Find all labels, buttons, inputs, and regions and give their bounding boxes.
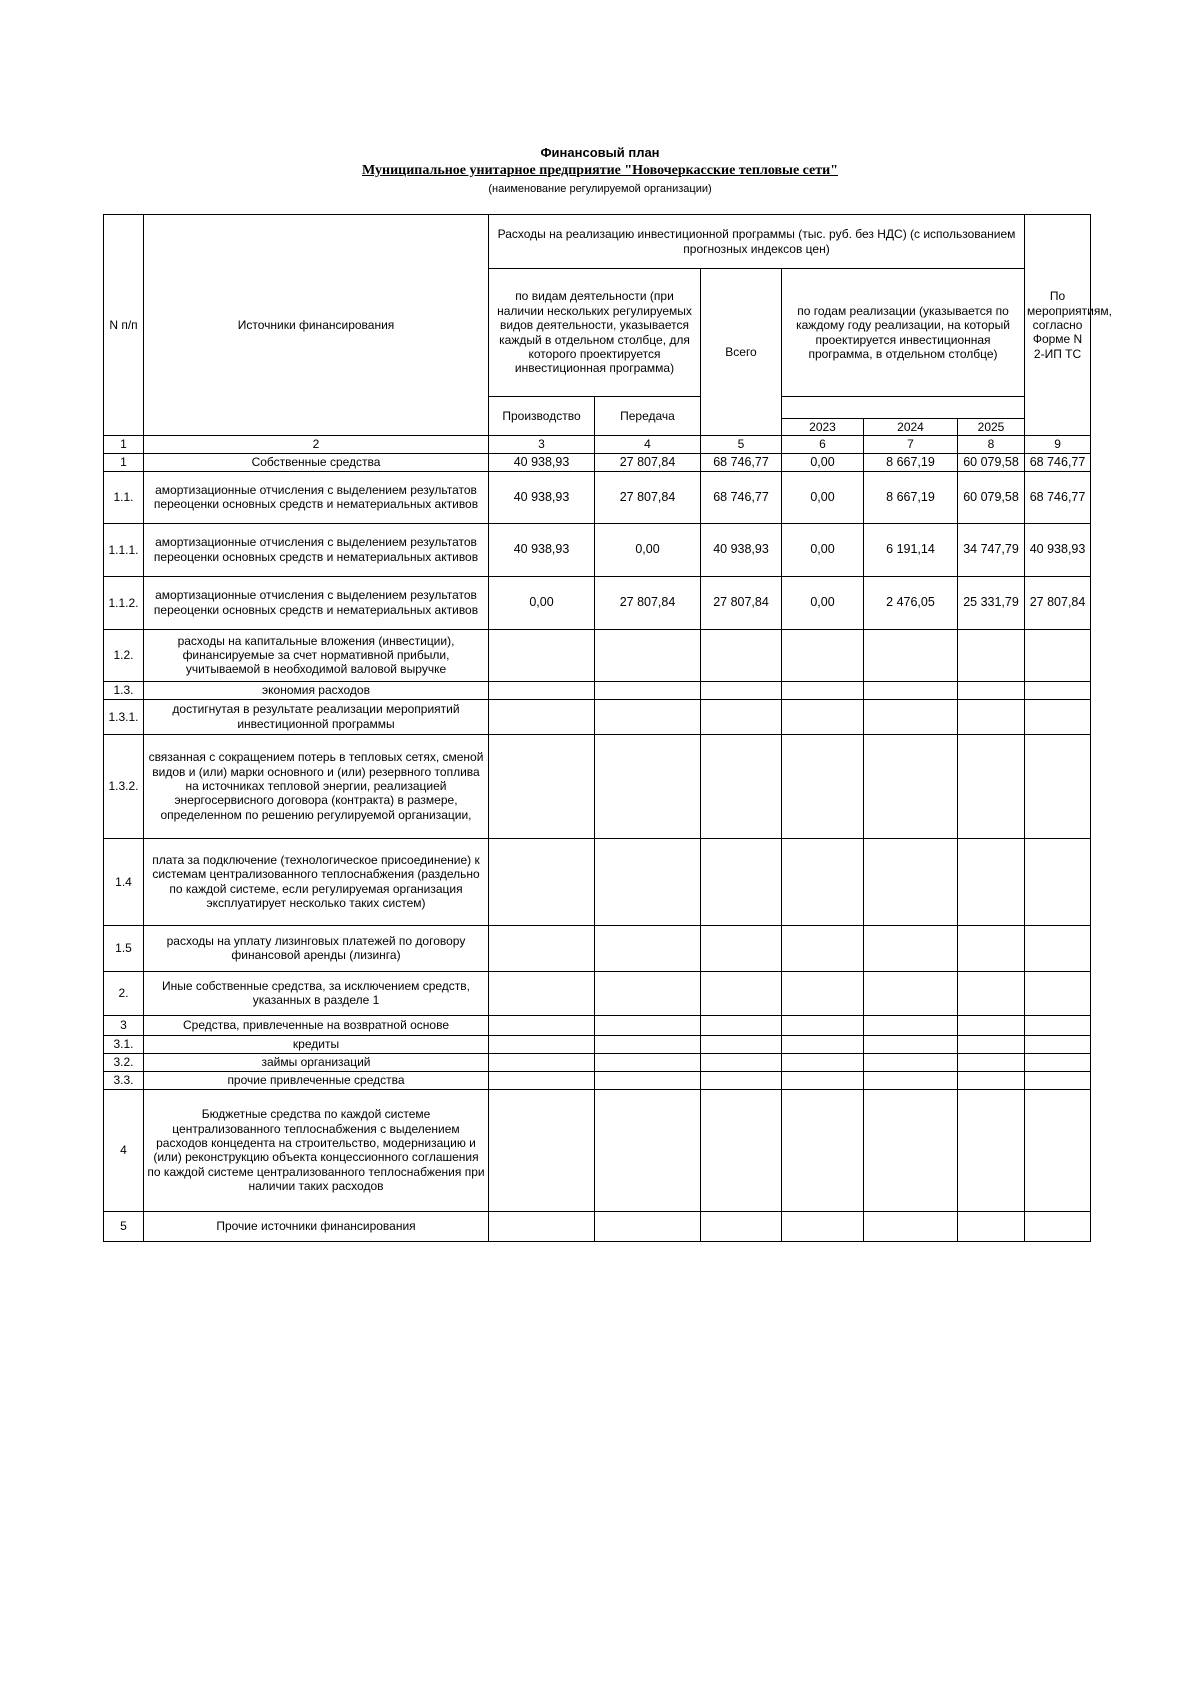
- value-cell: 0,00: [595, 523, 701, 576]
- value-cell: 40 938,93: [489, 523, 595, 576]
- organization-name: Муниципальное унитарное предприятие "Новочеркасские тепловые сети": [361, 163, 838, 178]
- value-cell: 0,00: [489, 576, 595, 629]
- row-number: 1.3.1.: [104, 699, 144, 734]
- value-cell: 0,00: [782, 523, 864, 576]
- value-cell: [864, 1015, 958, 1035]
- value-cell: [1025, 925, 1091, 971]
- row-number: 1.5: [104, 925, 144, 971]
- value-cell: 34 747,79: [958, 523, 1025, 576]
- value-cell: [782, 925, 864, 971]
- row-number: 1.3.2.: [104, 734, 144, 838]
- header-source: Источники финансирования: [144, 215, 489, 436]
- value-cell: [864, 1053, 958, 1071]
- value-cell: [864, 1071, 958, 1089]
- row-source-name: достигнутая в результате реализации мероприятий инвестиционной программы: [144, 699, 489, 734]
- value-cell: [701, 838, 782, 925]
- row-source-name: связанная с сокращением потерь в тепловых сетях, сменой видов и (или) марки основного и (или) резервного топлива на источниках тепловой энергии, реализацией энергосервисного договора (контракта) в размере, определенном по решению регулируемой организации,: [144, 734, 489, 838]
- value-cell: [489, 1089, 595, 1211]
- value-cell: 0,00: [782, 471, 864, 523]
- value-cell: [782, 1053, 864, 1071]
- table-row: [104, 1035, 1091, 1053]
- row-source-name: амортизационные отчисления с выделением результатов переоценки основных средств и нематериальных активов: [144, 471, 489, 523]
- value-cell: [489, 681, 595, 699]
- value-cell: [489, 1053, 595, 1071]
- value-cell: [595, 925, 701, 971]
- row-number: 1.1.: [104, 471, 144, 523]
- value-cell: [864, 681, 958, 699]
- value-cell: [782, 1015, 864, 1035]
- value-cell: [701, 681, 782, 699]
- header-transmission: Передача: [595, 397, 701, 436]
- value-cell: [701, 1071, 782, 1089]
- value-cell: [595, 734, 701, 838]
- column-number: 3: [489, 436, 595, 453]
- column-number: 2: [144, 436, 489, 453]
- financial-plan-table: [103, 214, 1112, 1242]
- row-source-name: амортизационные отчисления с выделением результатов переоценки основных средств и нематериальных активов: [144, 523, 489, 576]
- table-row: [104, 681, 1091, 699]
- row-number: 2.: [104, 971, 144, 1015]
- table-row: [104, 471, 1091, 523]
- value-cell: [489, 1035, 595, 1053]
- column-number: 4: [595, 436, 701, 453]
- column-number: 7: [864, 436, 958, 453]
- value-cell: [782, 734, 864, 838]
- header-total: Всего: [701, 269, 782, 436]
- value-cell: [701, 1089, 782, 1211]
- value-cell: [701, 925, 782, 971]
- value-cell: [782, 1071, 864, 1089]
- value-cell: [701, 699, 782, 734]
- value-cell: [864, 1089, 958, 1211]
- value-cell: 2 476,05: [864, 576, 958, 629]
- value-cell: [864, 1211, 958, 1241]
- row-number: 1.4: [104, 838, 144, 925]
- value-cell: [958, 1035, 1025, 1053]
- column-number: 5: [701, 436, 782, 453]
- value-cell: [958, 681, 1025, 699]
- value-cell: 60 079,58: [958, 453, 1025, 471]
- value-cell: [1025, 838, 1091, 925]
- value-cell: 40 938,93: [489, 471, 595, 523]
- value-cell: [782, 838, 864, 925]
- value-cell: [701, 1211, 782, 1241]
- value-cell: [864, 971, 958, 1015]
- value-cell: 0,00: [782, 453, 864, 471]
- value-cell: [489, 1071, 595, 1089]
- value-cell: [1025, 699, 1091, 734]
- value-cell: [489, 1015, 595, 1035]
- header-year-spacer: [782, 397, 1025, 419]
- value-cell: 27 807,84: [595, 453, 701, 471]
- table-row: [104, 838, 1091, 925]
- value-cell: 27 807,84: [1025, 576, 1091, 629]
- value-cell: 27 807,84: [595, 576, 701, 629]
- value-cell: [701, 1053, 782, 1071]
- value-cell: [701, 1015, 782, 1035]
- value-cell: 68 746,77: [701, 453, 782, 471]
- value-cell: [958, 734, 1025, 838]
- value-cell: [1025, 681, 1091, 699]
- table-row: [104, 925, 1091, 971]
- row-number: 3.2.: [104, 1053, 144, 1071]
- row-number: 1.1.1.: [104, 523, 144, 576]
- value-cell: [595, 1071, 701, 1089]
- header-year: 2024: [864, 419, 958, 436]
- row-source-name: Средства, привлеченные на возвратной основе: [144, 1015, 489, 1035]
- row-number: 3.1.: [104, 1035, 144, 1053]
- value-cell: [1025, 734, 1091, 838]
- value-cell: [958, 699, 1025, 734]
- value-cell: [782, 699, 864, 734]
- table-row: [104, 734, 1091, 838]
- value-cell: [595, 1211, 701, 1241]
- value-cell: [489, 925, 595, 971]
- value-cell: [595, 971, 701, 1015]
- value-cell: [958, 925, 1025, 971]
- table-row: [104, 699, 1091, 734]
- value-cell: [701, 971, 782, 1015]
- value-cell: [489, 699, 595, 734]
- value-cell: [864, 699, 958, 734]
- value-cell: [958, 838, 1025, 925]
- value-cell: [595, 1015, 701, 1035]
- value-cell: 40 938,93: [489, 453, 595, 471]
- row-source-name: расходы на капитальные вложения (инвестиции), финансируемые за счет нормативной прибыли, учитываемой в необходимой валовой выручке: [144, 629, 489, 681]
- value-cell: [595, 681, 701, 699]
- column-number: 6: [782, 436, 864, 453]
- value-cell: [595, 699, 701, 734]
- header-year: 2025: [958, 419, 1025, 436]
- row-number: 3.3.: [104, 1071, 144, 1089]
- value-cell: [958, 1053, 1025, 1071]
- value-cell: [864, 629, 958, 681]
- row-source-name: прочие привлеченные средства: [144, 1071, 489, 1089]
- table-row: [104, 523, 1091, 576]
- row-source-name: займы организаций: [144, 1053, 489, 1071]
- header-num: N п/п: [104, 215, 144, 436]
- value-cell: [782, 1089, 864, 1211]
- table-row: [104, 1053, 1091, 1071]
- table-row: [104, 1089, 1091, 1211]
- value-cell: [595, 838, 701, 925]
- value-cell: [782, 1035, 864, 1053]
- value-cell: [1025, 629, 1091, 681]
- value-cell: 27 807,84: [595, 471, 701, 523]
- organization-caption: (наименование регулируемой организации): [488, 183, 712, 195]
- table-row: [104, 629, 1091, 681]
- value-cell: 27 807,84: [701, 576, 782, 629]
- value-cell: [958, 1089, 1025, 1211]
- row-source-name: экономия расходов: [144, 681, 489, 699]
- row-number: 1: [104, 453, 144, 471]
- value-cell: 8 667,19: [864, 453, 958, 471]
- column-number: 8: [958, 436, 1025, 453]
- table-row: [104, 576, 1091, 629]
- header-expenses-group: Расходы на реализацию инвестиционной программы (тыс. руб. без НДС) (с использованием прогнозных индексов цен): [489, 215, 1025, 269]
- value-cell: 0,00: [782, 576, 864, 629]
- value-cell: [1025, 1053, 1091, 1071]
- value-cell: [595, 1053, 701, 1071]
- row-source-name: Бюджетные средства по каждой системе централизованного теплоснабжения с выделением расходов концедента на строительство, модернизацию и (или) реконструкцию объекта концессионного соглашения по каждой системе централизованного теплоснабжения при наличии таких расходов: [144, 1089, 489, 1211]
- header-year: 2023: [782, 419, 864, 436]
- row-number: 3: [104, 1015, 144, 1035]
- column-number: 1: [104, 436, 144, 453]
- value-cell: 25 331,79: [958, 576, 1025, 629]
- value-cell: [701, 1035, 782, 1053]
- value-cell: [489, 838, 595, 925]
- value-cell: [1025, 1211, 1091, 1241]
- row-number: 5: [104, 1211, 144, 1241]
- value-cell: [782, 971, 864, 1015]
- row-source-name: амортизационные отчисления с выделением результатов переоценки основных средств и нематериальных активов: [144, 576, 489, 629]
- value-cell: [1025, 1015, 1091, 1035]
- table-row: [104, 1071, 1091, 1089]
- value-cell: [782, 629, 864, 681]
- value-cell: [958, 1211, 1025, 1241]
- value-cell: [701, 629, 782, 681]
- value-cell: [489, 971, 595, 1015]
- table-row: [104, 971, 1091, 1015]
- header-by-activity: по видам деятельности (при наличии нескольких регулируемых видов деятельности, указывается каждый в отдельном столбце, для которого проектируется инвестиционная программа): [489, 269, 701, 397]
- column-number: 9: [1025, 436, 1091, 453]
- value-cell: [1025, 971, 1091, 1015]
- value-cell: [958, 629, 1025, 681]
- value-cell: [782, 1211, 864, 1241]
- header-by-year: по годам реализации (указывается по каждому году реализации, на который проектируется инвестиционная программа, в отдельном столбце): [782, 269, 1025, 397]
- value-cell: 40 938,93: [701, 523, 782, 576]
- header-by-event: По мероприятиям, согласно Форме N 2-ИП ТС: [1025, 215, 1091, 436]
- value-cell: [958, 1071, 1025, 1089]
- value-cell: [958, 1015, 1025, 1035]
- row-source-name: Собственные средства: [144, 453, 489, 471]
- row-source-name: Иные собственные средства, за исключением средств, указанных в разделе 1: [144, 971, 489, 1015]
- row-number: 1.3.: [104, 681, 144, 699]
- value-cell: 68 746,77: [1025, 471, 1091, 523]
- value-cell: [1025, 1089, 1091, 1211]
- row-number: 1.2.: [104, 629, 144, 681]
- value-cell: 40 938,93: [1025, 523, 1091, 576]
- value-cell: [1025, 1071, 1091, 1089]
- value-cell: [1025, 1035, 1091, 1053]
- value-cell: [595, 1089, 701, 1211]
- row-source-name: кредиты: [144, 1035, 489, 1053]
- value-cell: [782, 681, 864, 699]
- value-cell: [595, 629, 701, 681]
- value-cell: [701, 734, 782, 838]
- row-source-name: Прочие источники финансирования: [144, 1211, 489, 1241]
- document-title: Финансовый план: [540, 145, 660, 160]
- row-source-name: плата за подключение (технологическое присоединение) к системам централизованного теплоснабжения (раздельно по каждой системе, если регулируемая организация эксплуатирует несколько таких систем): [144, 838, 489, 925]
- value-cell: [958, 971, 1025, 1015]
- value-cell: 68 746,77: [1025, 453, 1091, 471]
- header-production: Производство: [489, 397, 595, 436]
- row-number: 1.1.2.: [104, 576, 144, 629]
- value-cell: [864, 1035, 958, 1053]
- row-source-name: расходы на уплату лизинговых платежей по договору финансовой аренды (лизинга): [144, 925, 489, 971]
- table-row: [104, 1015, 1091, 1035]
- table-row: [104, 453, 1091, 471]
- value-cell: [864, 838, 958, 925]
- value-cell: [864, 734, 958, 838]
- value-cell: 8 667,19: [864, 471, 958, 523]
- value-cell: [489, 734, 595, 838]
- value-cell: 6 191,14: [864, 523, 958, 576]
- value-cell: 60 079,58: [958, 471, 1025, 523]
- value-cell: 68 746,77: [701, 471, 782, 523]
- value-cell: [595, 1035, 701, 1053]
- value-cell: [489, 629, 595, 681]
- value-cell: [489, 1211, 595, 1241]
- table-row: [104, 1211, 1091, 1241]
- row-number: 4: [104, 1089, 144, 1211]
- value-cell: [864, 925, 958, 971]
